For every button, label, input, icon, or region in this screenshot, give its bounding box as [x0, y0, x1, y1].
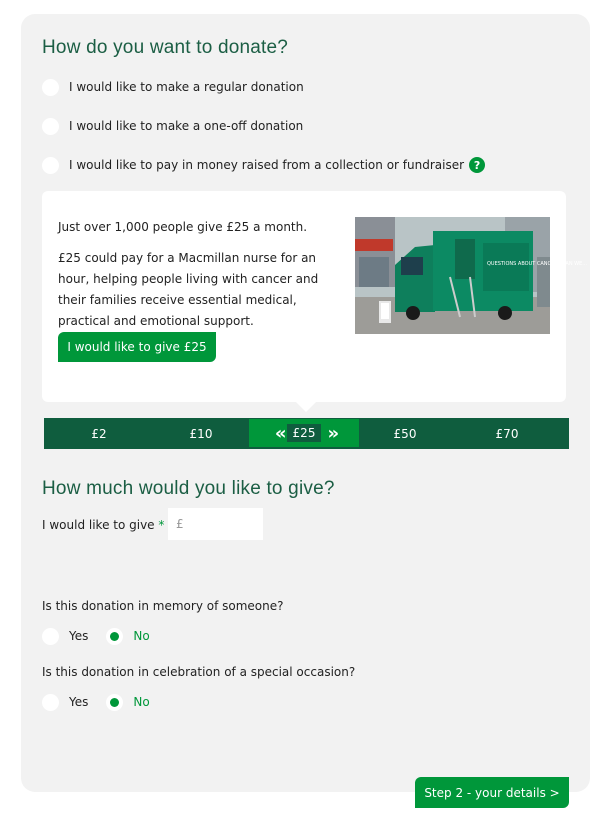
one-off-radio[interactable] — [42, 118, 59, 135]
one-off-label: I would like to make a one-off donation — [69, 119, 304, 133]
celebration-no-radio[interactable] — [106, 694, 123, 711]
step-2-button[interactable]: Step 2 - your details > — [415, 777, 569, 808]
chevron-right-icon[interactable]: » — [327, 422, 334, 444]
photo-scene — [355, 217, 588, 334]
celebration-no-label: No — [133, 695, 150, 709]
macmillan-bus-photo — [355, 217, 588, 334]
memory-no-radio[interactable] — [106, 628, 123, 645]
memory-no-label: No — [133, 629, 150, 643]
amount-50[interactable]: £50 — [393, 426, 417, 441]
give-label-text: I would like to give — [42, 518, 155, 532]
memory-question: Is this donation in memory of someone? — [42, 599, 284, 613]
give-heading: How much would you like to give? — [42, 478, 335, 499]
memory-yes-radio[interactable] — [42, 628, 59, 645]
regular-label: I would like to make a regular donation — [69, 80, 304, 94]
fundraiser-label: I would like to pay in money raised from a collection or fundraiser — [69, 158, 465, 172]
amount-25[interactable]: £25 — [287, 424, 322, 442]
celebration-yes-radio[interactable] — [42, 694, 59, 711]
give-label — [42, 518, 164, 532]
amount-placeholder: £ — [176, 517, 184, 531]
chevron-left-icon[interactable]: « — [274, 422, 281, 444]
option-one-off[interactable] — [42, 116, 303, 136]
photo-text: QUESTIONS ABOUT CANCER? CAN WE... — [487, 261, 588, 267]
option-regular[interactable] — [42, 77, 304, 97]
give-25-button[interactable]: I would like to give £25 — [58, 332, 216, 362]
celebration-yes-label: Yes — [69, 695, 89, 709]
panel-pointer — [294, 400, 318, 412]
amount-selector — [44, 418, 569, 449]
help-icon[interactable]: ? — [469, 157, 485, 173]
fundraiser-radio[interactable] — [42, 157, 59, 174]
info-headline: Just over 1,000 people give £25 a month. — [58, 220, 308, 234]
amount-input[interactable] — [168, 508, 263, 540]
donate-heading: How do you want to donate? — [42, 37, 289, 58]
regular-radio[interactable] — [42, 79, 59, 96]
suggested-amount-panel — [42, 191, 588, 402]
amount-70[interactable]: £70 — [495, 426, 519, 441]
info-description: £25 could pay for a Macmillan nurse for an hour, helping people living with cancer and their families receive essential medical, practical and emotional support. — [58, 251, 319, 328]
option-fundraiser[interactable] — [42, 155, 485, 175]
celebration-question: Is this donation in celebration of a special occasion? — [42, 665, 356, 679]
required-asterisk: * — [158, 518, 165, 532]
memory-options — [42, 626, 150, 646]
amount-10[interactable]: £10 — [189, 426, 213, 441]
memory-yes-label: Yes — [69, 629, 89, 643]
amount-2[interactable]: £2 — [91, 426, 107, 441]
celebration-options — [42, 692, 150, 712]
amount-selected[interactable] — [249, 419, 359, 447]
